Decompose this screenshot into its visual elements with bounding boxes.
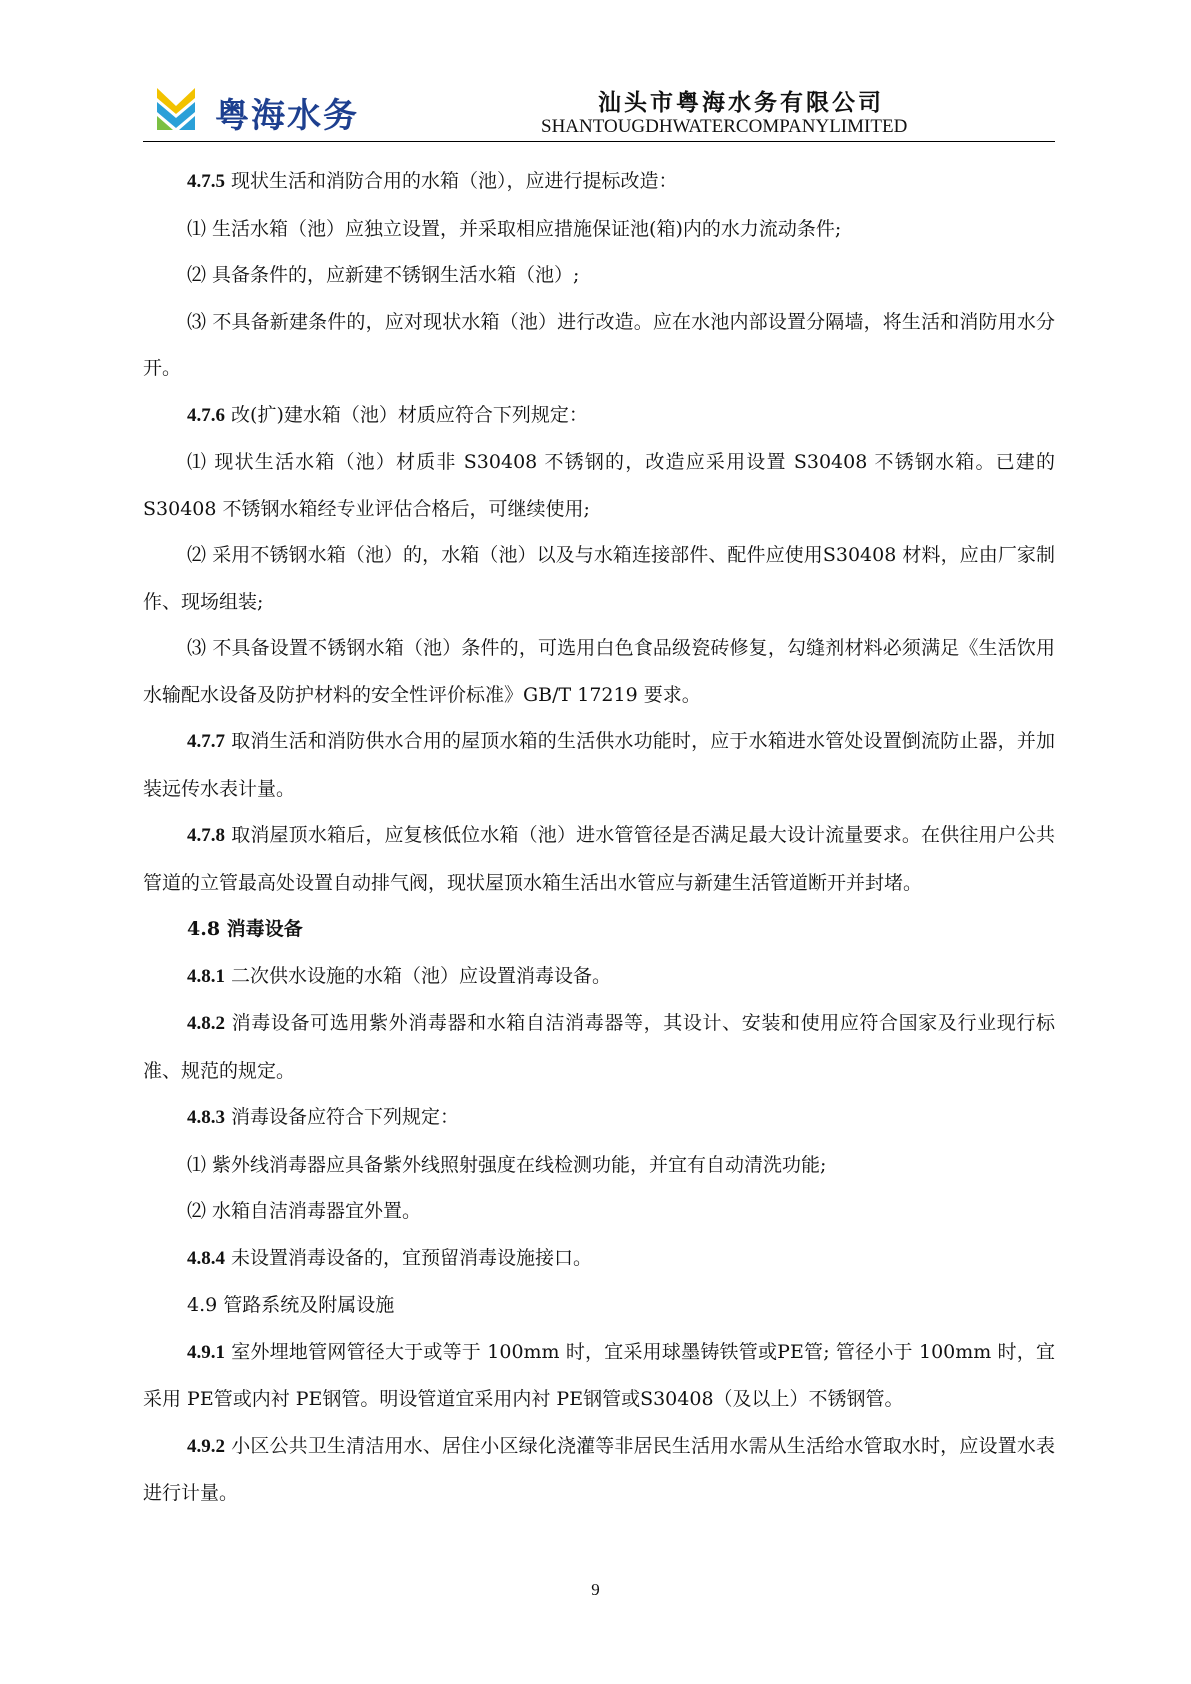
clause-number: 4.7.7 [187, 731, 225, 752]
paragraph-text: 小区公共卫生清洁用水、居住小区绿化浇灌等非居民生活用水需从生活给水管取水时，应设置水表进行计量。 [143, 1434, 1055, 1504]
paragraph-text: ⑵ 具备条件的，应新建不锈钢生活水箱（池）; [187, 264, 580, 286]
section-heading: 4.8 消毒设备 [187, 918, 303, 940]
paragraph-text: ⑶ 不具备新建条件的，应对现状水箱（池）进行改造。应在水池内部设置分隔墙，将生活和消防用水分开。 [143, 310, 1055, 379]
clause-number: 4.7.5 [187, 171, 225, 192]
paragraph [143, 1142, 1055, 1189]
clause-number: 4.8.3 [187, 1107, 225, 1128]
paragraph-text: 消毒设备可选用紫外消毒器和水箱自洁消毒器等，其设计、安装和使用应符合国家及行业现行标准、规范的规定。 [143, 1012, 1055, 1082]
paragraph-text: 室外埋地管网管径大于或等于 100mm 时，宜采用球墨铸铁管或PE管; 管径小于 100mm 时，宜采用 PE管或内衬 PE钢管。明设管道宜采用内衬 PE钢管或S30408（及以上）不锈钢管。 [143, 1340, 1055, 1410]
paragraph-text: 二次供水设施的水箱（池）应设置消毒设备。 [225, 964, 612, 987]
paragraph [143, 532, 1055, 625]
clause-number: 4.9.2 [187, 1435, 225, 1457]
page-header [143, 78, 1055, 142]
paragraph-text: 取消生活和消防供水合用的屋顶水箱的生活供水功能时，应于水箱进水管处设置倒流防止器，并加装远传水表计量。 [143, 730, 1055, 800]
paragraph [143, 1094, 1055, 1142]
paragraph-text: ⑴ 紫外线消毒器应具备紫外线照射强度在线检测功能，并宜有自动清洗功能; [187, 1153, 827, 1176]
clause-number: 4.7.6 [187, 404, 225, 426]
paragraph [143, 252, 1055, 299]
clause-number: 4.9.1 [187, 1341, 225, 1363]
paragraph-text: 消毒设备应符合下列规定： [225, 1106, 460, 1128]
paragraph-text: 改(扩)建水箱（池）材质应符合下列规定： [225, 403, 588, 426]
paragraph-text: 取消屋顶水箱后，应复核低位水箱（池）进水管管径是否满足最大设计流量要求。在供往用户公共管道的立管最高处设置自动排气阀，现状屋顶水箱生活出水管应与新建生活管道断开并封堵。 [143, 824, 1055, 894]
document-body [143, 158, 1055, 1517]
paragraph [143, 718, 1055, 812]
paragraph [143, 812, 1055, 906]
paragraph [143, 1188, 1055, 1235]
paragraph-text: ⑶ 不具备设置不锈钢水箱（池）条件的，可选用白色食品级瓷砖修复，勾缝剂材料必须满足《生活饮用水输配水设备及防护材料的安全性评价标准》GB/T 17219 要求。 [143, 637, 1055, 706]
paragraph [143, 1235, 1055, 1283]
paragraph [143, 953, 1055, 1001]
header-rule [143, 141, 1055, 142]
paragraph [143, 625, 1055, 718]
clause-number: 4.8.2 [187, 1013, 225, 1034]
company-name-en: SHANTOUGDHWATERCOMPANYLIMITED [541, 116, 908, 137]
company-logo-icon [153, 84, 199, 134]
clause-number: 4.8.4 [187, 1247, 225, 1269]
paragraph [143, 1000, 1055, 1094]
paragraph-text: ⑵ 采用不锈钢水箱（池）的，水箱（池）以及与水箱连接部件、配件应使用S30408 材料，应由厂家制作、现场组装; [143, 544, 1055, 613]
clause-number: 4.7.8 [187, 825, 225, 846]
paragraph-text: ⑴ 生活水箱（池）应独立设置，并采取相应措施保证池(箱)内的水力流动条件; [187, 217, 842, 240]
paragraph-text: ⑵ 水箱自洁消毒器宜外置。 [187, 1200, 422, 1222]
logo-text: 粤海水务 [215, 96, 359, 136]
paragraph [143, 392, 1055, 440]
paragraph [143, 158, 1055, 206]
paragraph [143, 906, 1055, 953]
paragraph-text: 现状生活和消防合用的水箱（池），应进行提标改造： [225, 170, 678, 192]
company-name-cn: 汕头市粤海水务有限公司 [598, 90, 884, 116]
paragraph-text: 4.9 管路系统及附属设施 [187, 1294, 395, 1316]
clause-number: 4.8.1 [187, 965, 225, 987]
paragraph [143, 299, 1055, 392]
paragraph-text: 未设置消毒设备的，宜预留消毒设施接口。 [225, 1246, 593, 1269]
paragraph-text: ⑴ 现状生活水箱（池）材质非 S30408 不锈钢的，改造应采用设置 S30408 不锈钢水箱。已建的S30408 不锈钢水箱经专业评估合格后，可继续使用; [143, 451, 1055, 520]
paragraph [143, 1329, 1055, 1423]
paragraph [143, 1282, 1055, 1329]
paragraph [143, 1423, 1055, 1517]
paragraph [143, 439, 1055, 532]
paragraph [143, 206, 1055, 253]
page-number: 9 [591, 1580, 600, 1599]
